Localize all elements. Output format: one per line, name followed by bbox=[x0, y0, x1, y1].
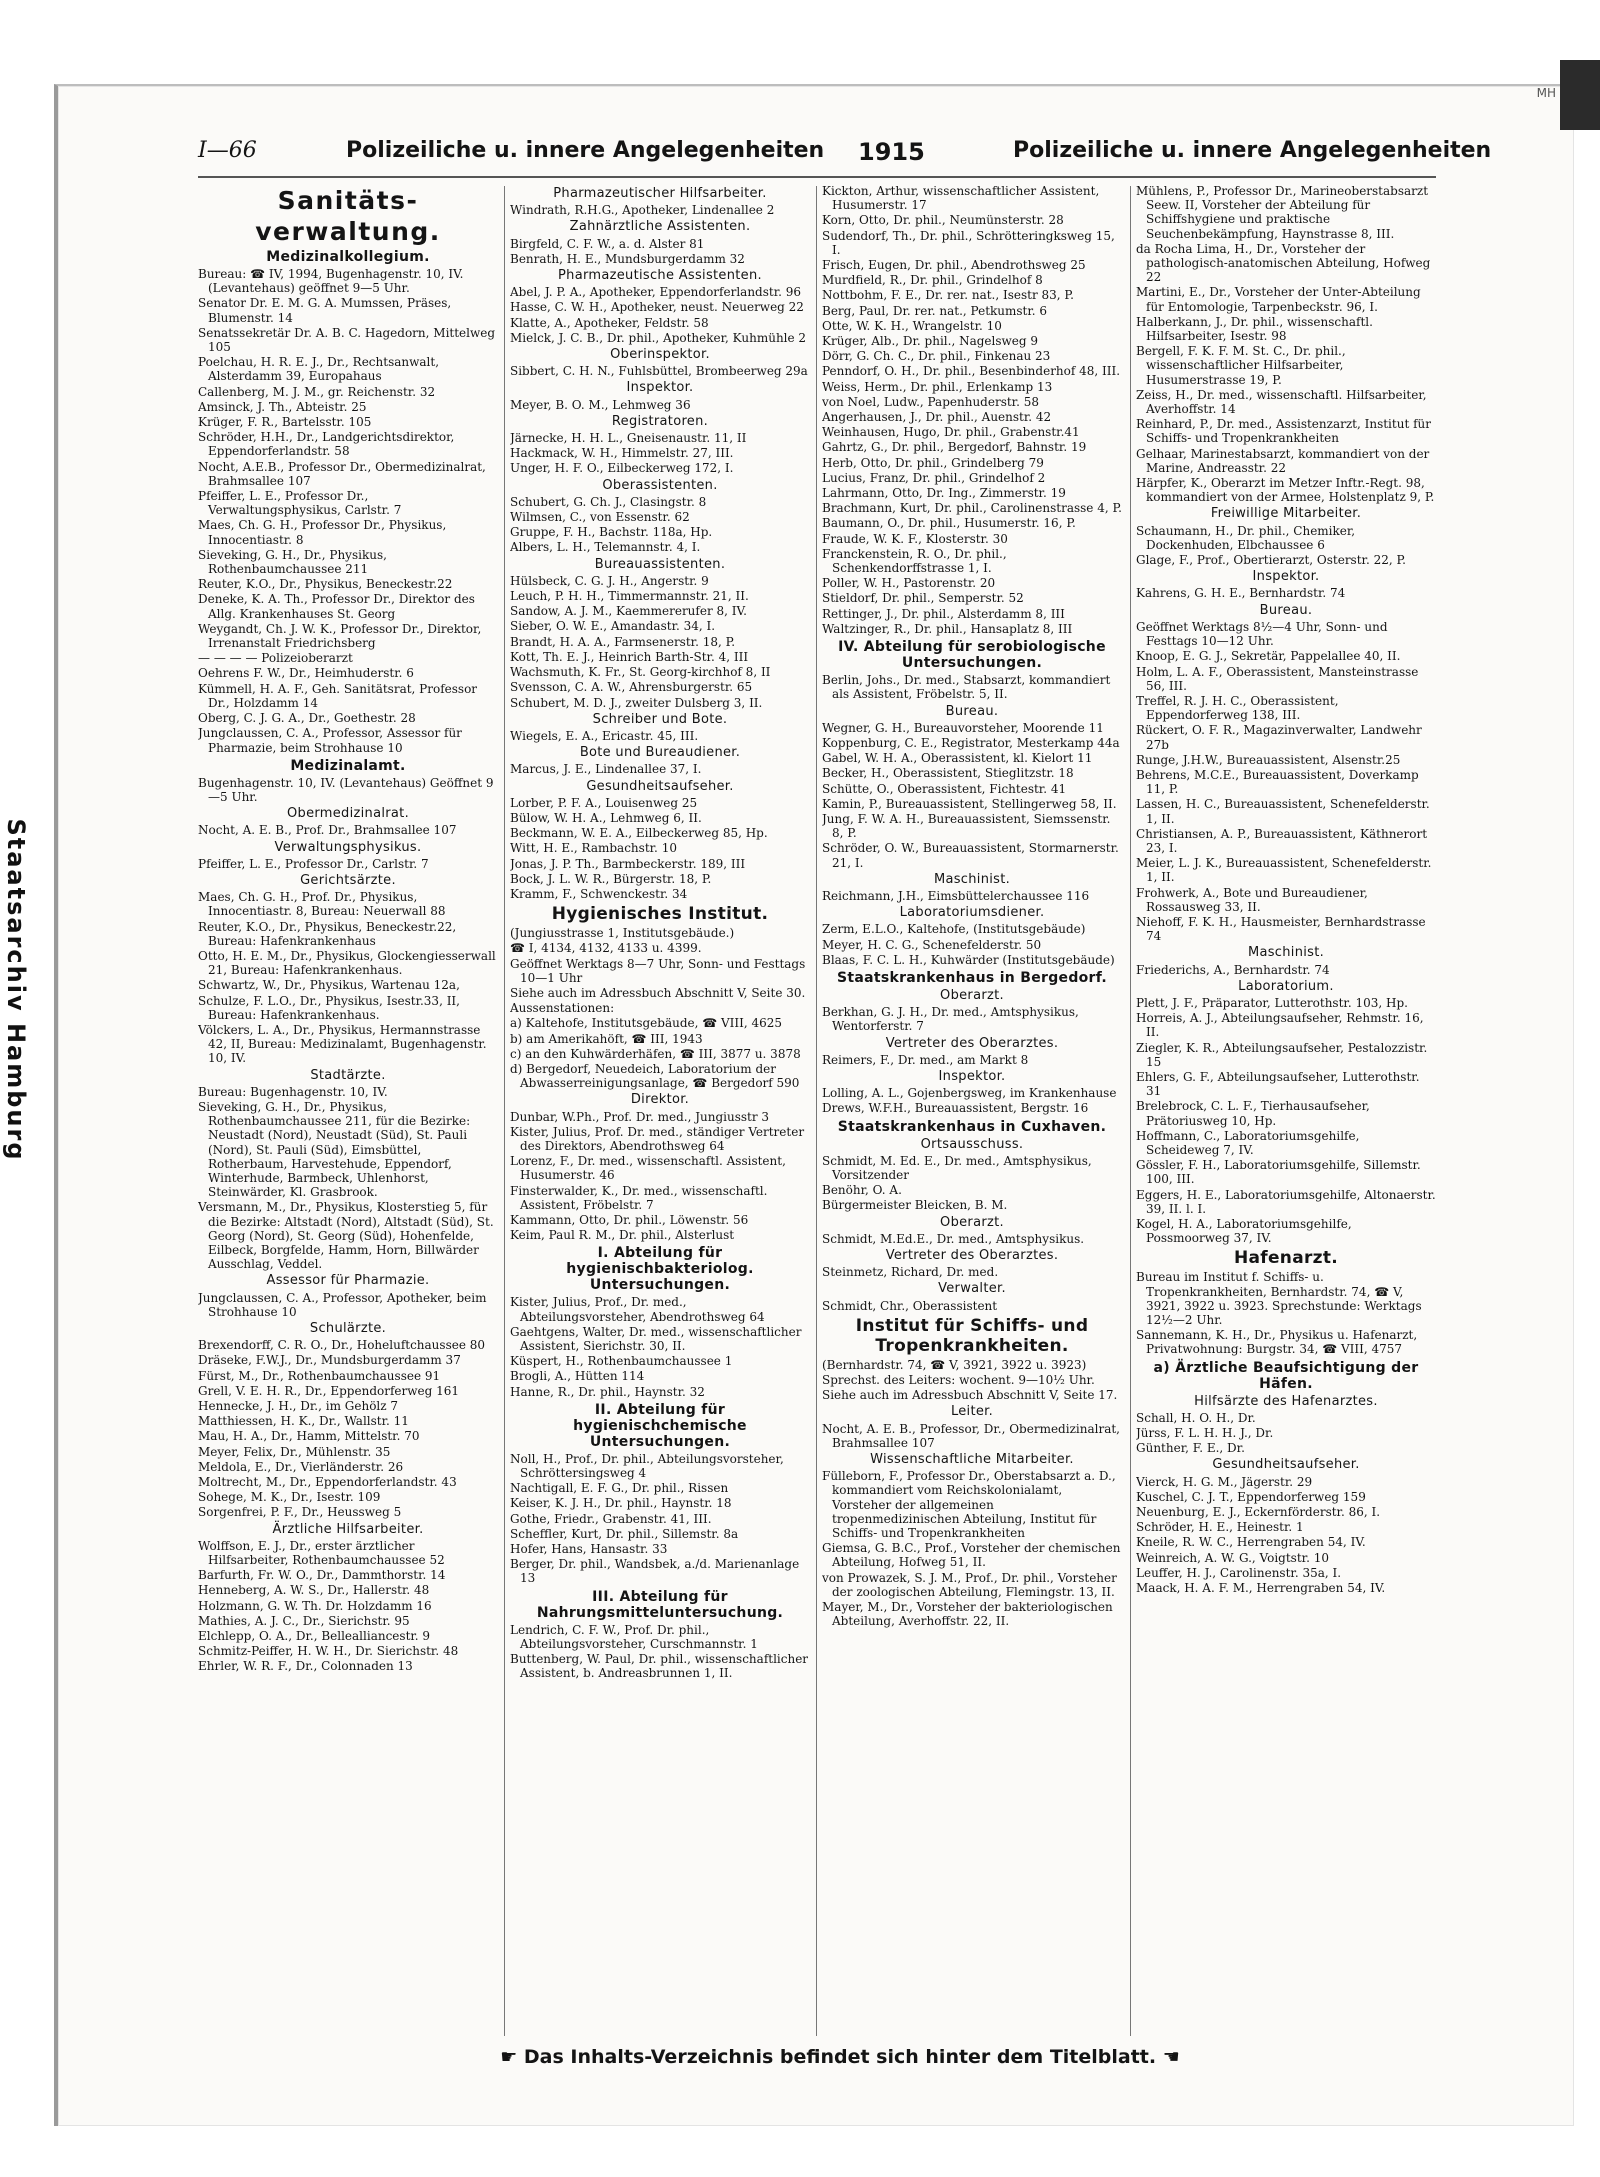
directory-entry: Penndorf, O. H., Dr. phil., Besenbinderhof 48, III. bbox=[822, 364, 1121, 379]
directory-entry: c) an den Kuhwärderhäfen, ☎ III, 3877 u. 3878 bbox=[510, 1046, 801, 1061]
directory-entry: Berger, Dr. phil., Wandsbek, a./d. Marienanlage 13 bbox=[510, 1557, 800, 1586]
directory-entry: Brandt, H. A. A., Farmsenerstr. 18, P. bbox=[510, 634, 736, 649]
directory-entry: Sieveking, G. H., Dr., Physikus, Rothenbaumchaussee 211 bbox=[198, 547, 387, 577]
directory-entry: Bürgermeister Bleicken, B. M. bbox=[822, 1198, 1008, 1213]
directory-entry: Kuschel, C. J. T., Eppendorferweg 159 bbox=[1136, 1489, 1366, 1504]
section-heading: Zahnärztliche Assistenten. bbox=[569, 219, 751, 235]
directory-entry: Kickton, Arthur, wissenschaftlicher Assistent, Husumerstr. 17 bbox=[822, 184, 1100, 213]
directory-entry: Gahrtz, G., Dr. phil., Bergedorf, Bahnstr. 19 bbox=[822, 440, 1087, 455]
directory-entry: Niehoff, F. K. H., Hausmeister, Bernhardstrasse 74 bbox=[1136, 914, 1426, 944]
directory-entry: Maes, Ch. G. H., Prof. Dr., Physikus, Innocentiastr. 8, Bureau: Neuerwall 88 bbox=[198, 890, 446, 919]
directory-entry: Nocht, A. E. B., Prof. Dr., Brahmsallee 107 bbox=[198, 823, 457, 838]
section-heading: Hygienisches Institut. bbox=[551, 904, 769, 925]
section-heading: Bote und Bureaudiener. bbox=[579, 745, 741, 761]
section-heading: Gesundheitsaufseher. bbox=[586, 778, 734, 794]
directory-entry: Murdfield, R., Dr. phil., Grindelhof 8 bbox=[822, 273, 1043, 288]
directory-entry: Meyer, H. C. G., Schenefelderstr. 50 bbox=[822, 937, 1042, 952]
text-columns bbox=[198, 184, 1436, 2044]
directory-entry: Keim, Paul R. M., Dr. phil., Alsterlust bbox=[510, 1228, 735, 1243]
directory-entry: Frisch, Eugen, Dr. phil., Abendrothsweg 25 bbox=[822, 258, 1086, 273]
directory-entry: Sandow, A. J. M., Kaemmererufer 8, IV. bbox=[510, 604, 747, 619]
directory-entry: Unger, H. F. O., Eilbeckerweg 172, I. bbox=[510, 461, 734, 476]
directory-entry: Klatte, A., Apotheker, Feldstr. 58 bbox=[510, 315, 709, 330]
directory-entry: Benöhr, O. A. bbox=[822, 1183, 902, 1198]
directory-entry: Holzmann, G. W. Th. Dr. Holzdamm 16 bbox=[198, 1598, 432, 1613]
directory-entry: Reichmann, J.H., Eimsbüttelerchaussee 116 bbox=[822, 888, 1090, 903]
directory-entry: Berg, Paul, Dr. rer. nat., Petkumstr. 6 bbox=[822, 303, 1048, 318]
section-heading: Leiter. bbox=[950, 1404, 994, 1420]
directory-entry: Baumann, O., Dr. phil., Husumerstr. 16, P. bbox=[822, 516, 1076, 531]
directory-entry: Senatssekretär Dr. A. B. C. Hagedorn, Mittelweg 105 bbox=[198, 325, 496, 355]
directory-entry: Wachsmuth, K. Fr., St. Georg-kirchhof 8, II bbox=[510, 665, 771, 680]
directory-entry: Hanne, R., Dr. phil., Haynstr. 32 bbox=[510, 1384, 705, 1399]
section-heading: I. Abteilung für hygienischbakteriolog. Untersuchungen. bbox=[566, 1245, 754, 1294]
directory-entry: Berkhan, G. J. H., Dr. med., Amtsphysikus, Wentorferstr. 7 bbox=[822, 1005, 1079, 1034]
section-heading: Oberinspektor. bbox=[610, 347, 710, 363]
directory-entry: Kneile, R. W. C., Herrengraben 54, IV. bbox=[1136, 1535, 1366, 1550]
directory-entry: Reimers, F., Dr. med., am Markt 8 bbox=[822, 1052, 1029, 1067]
directory-entry: von Prowazek, S. J. M., Prof., Dr. phil., Vorsteher der zoologischen Abteilung, Flemingstr. 13, II. bbox=[822, 1570, 1117, 1599]
archive-label: Staatsarchiv Hamburg bbox=[2, 818, 30, 1162]
header-rule bbox=[198, 176, 1436, 178]
directory-entry: Pfeiffer, L. E., Professor Dr., Carlstr. 7 bbox=[198, 856, 429, 871]
directory-entry: Oehrens F. W., Dr., Heimhuderstr. 6 bbox=[198, 666, 414, 681]
directory-entry: Treffel, R. J. H. C., Oberassistent, Eppendorferweg 138, III. bbox=[1136, 693, 1339, 723]
directory-entry: Lassen, H. C., Bureauassistent, Schenefelderstr. 1, II. bbox=[1136, 797, 1430, 826]
directory-entry: Weinhausen, Hugo, Dr. phil., Grabenstr.41 bbox=[822, 425, 1080, 440]
directory-entry: — — — — Polizeioberarzt bbox=[198, 651, 353, 666]
directory-entry: Jungclaussen, C. A., Professor, Apotheker, beim Strohhause 10 bbox=[198, 1290, 487, 1319]
directory-entry: Koppenburg, C. E., Registrator, Mesterkamp 44a bbox=[822, 735, 1120, 750]
directory-entry: Drews, W.F.H., Bureauassistent, Bergstr. 16 bbox=[822, 1101, 1089, 1116]
section-heading: Ortsausschuss. bbox=[920, 1136, 1024, 1152]
directory-entry: Bureau: Bugenhagenstr. 10, IV. bbox=[198, 1084, 388, 1099]
directory-entry: Kammann, Otto, Dr. phil., Löwenstr. 56 bbox=[510, 1213, 749, 1227]
directory-entry: Schaumann, H., Dr. phil., Chemiker, Dockenhuden, Elbchaussee 6 bbox=[1136, 523, 1356, 552]
directory-entry: Korn, Otto, Dr. phil., Neumünsterstr. 28 bbox=[822, 213, 1064, 228]
directory-entry: Siehe auch im Adressbuch Abschnitt V, Seite 30. bbox=[510, 985, 806, 1000]
directory-entry: Mathies, A. J. C., Dr., Sierichstr. 95 bbox=[198, 1613, 410, 1628]
directory-entry: Maack, H. A. F. M., Herrengraben 54, IV. bbox=[1136, 1581, 1386, 1596]
section-heading: Laboratoriumsdiener. bbox=[899, 905, 1045, 921]
section-heading: Gerichtsärzte. bbox=[300, 872, 396, 888]
directory-entry: Wolffson, E. J., Dr., erster ärztlicher Hilfsarbeiter, Rothenbaumchaussee 52 bbox=[198, 1538, 445, 1568]
directory-entry: Martini, E., Dr., Vorsteher der Unter-Abteilung für Entomologie, Tarpenbeckstr. 96, I. bbox=[1136, 285, 1421, 314]
column-4 bbox=[1136, 184, 1436, 2044]
directory-entry: Jungclaussen, C. A., Professor, Assessor für Pharmazie, beim Strohhause 10 bbox=[198, 726, 462, 755]
directory-entry: Völckers, L. A., Dr., Physikus, Hermannstrasse 42, II, Bureau: Medizinalamt, Bugenhagenstr. 10, IV. bbox=[198, 1022, 487, 1066]
directory-entry: Brelebrock, C. L. F., Tierhausaufseher, Prätoriusweg 10, Hp. bbox=[1136, 1099, 1370, 1128]
section-heading: Schreiber und Bote. bbox=[592, 711, 728, 727]
column-1 bbox=[198, 184, 498, 2044]
directory-entry: Jonas, J. P. Th., Barmbeckerstr. 189, III bbox=[510, 856, 746, 871]
directory-entry: Fürst, M., Dr., Rothenbaumchaussee 91 bbox=[198, 1368, 441, 1383]
section-heading: Verwalter. bbox=[938, 1281, 1006, 1297]
directory-entry: Aussenstationen: bbox=[510, 1001, 615, 1016]
section-heading: Staatskrankenhaus in Bergedorf. bbox=[836, 969, 1108, 986]
section-heading: Laboratorium. bbox=[1238, 978, 1334, 994]
directory-entry: Kümmell, H. A. F., Geh. Sanitätsrat, Professor Dr., Holzdamm 14 bbox=[198, 681, 478, 710]
directory-entry: Schröder, H. E., Heinestr. 1 bbox=[1136, 1520, 1304, 1535]
section-heading: Oberarzt. bbox=[940, 987, 1004, 1003]
directory-entry: Järnecke, H. H. L., Gneisenaustr. 11, II bbox=[510, 431, 747, 446]
directory-entry: Sieber, O. W. E., Amandastr. 34, I. bbox=[510, 619, 716, 634]
directory-entry: Oberg, C. J. G. A., Dr., Goethestr. 28 bbox=[198, 711, 416, 726]
directory-entry: (Jungiusstrasse 1, Institutsgebäude.) bbox=[510, 926, 735, 941]
section-heading: Bureau. bbox=[945, 703, 999, 719]
section-heading: Oberassistenten. bbox=[602, 477, 718, 493]
directory-entry: Schröder, O. W., Bureauassistent, Stormarnerstr. 21, I. bbox=[822, 841, 1119, 870]
corner-mark bbox=[1560, 60, 1600, 130]
directory-entry: Schmidt, Chr., Oberassistent bbox=[822, 1298, 998, 1313]
directory-entry: Behrens, M.C.E., Bureauassistent, Doverkamp 11, P. bbox=[1136, 767, 1419, 797]
directory-entry: Geöffnet Werktags 8—7 Uhr, Sonn- und Festtags 10—1 Uhr bbox=[510, 956, 806, 985]
running-header bbox=[198, 138, 1492, 174]
directory-entry: Nachtigall, E. F. G., Dr. phil., Rissen bbox=[510, 1481, 729, 1496]
directory-entry: Leuffer, H. J., Carolinenstr. 35a, I. bbox=[1136, 1565, 1342, 1580]
directory-entry: Sudendorf, Th., Dr. phil., Schrötteringksweg 15, I. bbox=[822, 228, 1115, 257]
directory-entry: Barfurth, Fr. W. O., Dr., Dammthorstr. 14 bbox=[198, 1568, 446, 1583]
directory-entry: Gössler, F. H., Laboratoriumsgehilfe, Sillemstr. 100, III. bbox=[1136, 1158, 1421, 1187]
directory-entry: Sieveking, G. H., Dr., Physikus, Rothenbaumchaussee 211, für die Bezirke: Neustadt (Nord), Neustadt (Süd), St. Pauli (Nord), St. Pauli (Süd), Eimsbüttel, Rotherbaum, Harvestehude, Eppendorf, Winterhude, Barmbeck, Uhlenhorst, Steinwärder, Kl. Grasbrook. bbox=[198, 1099, 471, 1200]
directory-entry: Birgfeld, C. F. W., a. d. Alster 81 bbox=[510, 236, 705, 251]
page-number: I—66 bbox=[198, 138, 257, 163]
section-heading: III. Abteilung für Nahrungsmitteluntersuchung. bbox=[536, 1588, 784, 1621]
directory-entry: Lendrich, C. F. W., Prof. Dr. phil., Abteilungsvorsteher, Curschmannstr. 1 bbox=[510, 1622, 758, 1651]
directory-entry: Meldola, E., Dr., Vierländerstr. 26 bbox=[198, 1459, 404, 1474]
directory-entry: Bülow, W. H. A., Lehmweg 6, II. bbox=[510, 810, 702, 825]
directory-entry: Versmann, M., Dr., Physikus, Klosterstieg 5, für die Bezirke: Altstadt (Nord), Altstadt (Süd), St. Georg (Nord), St. Georg (Süd), Hohenfelde, Eilbeck, Borgfelde, Hamm, Horn, Billwärder Ausschlag, Veddel. bbox=[198, 1200, 494, 1272]
section-heading: Bureauassistenten. bbox=[594, 556, 726, 572]
directory-entry: Dörr, G. Ch. C., Dr. phil., Finkenau 23 bbox=[822, 349, 1051, 364]
section-heading: Vertreter des Oberarztes. bbox=[885, 1035, 1059, 1051]
directory-entry: Kott, Th. E. J., Heinrich Barth-Str. 4, III bbox=[510, 649, 749, 664]
section-heading: Vertreter des Oberarztes. bbox=[885, 1248, 1059, 1263]
directory-entry: Noll, H., Prof., Dr. phil., Abteilungsvorsteher, Schröttersingsweg 4 bbox=[510, 1451, 784, 1481]
directory-entry: Brexendorff, C. R. O., Dr., Hoheluftchaussee 80 bbox=[198, 1338, 486, 1353]
section-heading: Hilfsärzte des Hafenarztes. bbox=[1194, 1393, 1378, 1409]
directory-entry: Berlin, Johs., Dr. med., Stabsarzt, kommandiert als Assistent, Fröbelstr. 5, II. bbox=[822, 673, 1111, 702]
directory-entry: Hennecke, J. H., Dr., im Gehölz 7 bbox=[198, 1399, 399, 1414]
directory-entry: Kahrens, G. H. E., Bernhardstr. 74 bbox=[1136, 586, 1346, 601]
directory-entry: Deneke, K. A. Th., Professor Dr., Direktor des Allg. Krankenhauses St. Georg bbox=[198, 592, 475, 621]
section-heading: Pharmazeutischer Hilfsarbeiter. bbox=[553, 186, 767, 201]
directory-entry: Gaehtgens, Walter, Dr. med., wissenschaftlicher Assistent, Sierichstr. 30, II. bbox=[510, 1324, 802, 1354]
section-heading: Bureau. bbox=[1259, 602, 1313, 618]
directory-entry: Hackmack, W. H., Himmelstr. 27, III. bbox=[510, 446, 734, 461]
directory-entry: Hoffmann, C., Laboratoriumsgehilfe, Scheideweg 7, IV. bbox=[1136, 1128, 1360, 1157]
section-heading: Freiwillige Mitarbeiter. bbox=[1210, 506, 1362, 522]
section-heading: II. Abteilung für hygienischchemische Untersuchungen. bbox=[573, 1401, 747, 1450]
directory-entry: Kister, Julius, Prof. Dr. med., ständiger Vertreter des Direktors, Abendrothsweg 64 bbox=[510, 1124, 805, 1153]
directory-entry: Neuenburg, E. J., Eckernförderstr. 86, I. bbox=[1136, 1505, 1381, 1520]
footer-note: ☛ Das Inhalts-Verzeichnis befindet sich hinter dem Titelblatt. ☚ bbox=[500, 2046, 1180, 2068]
directory-entry: Glage, F., Prof., Obertierarzt, Osterstr. 22, P. bbox=[1136, 553, 1406, 568]
section-heading: verwaltung. bbox=[255, 217, 441, 246]
directory-entry: Mau, H. A., Dr., Hamm, Mittelstr. 70 bbox=[198, 1429, 420, 1444]
directory-entry: d) Bergedorf, Neuedeich, Laboratorium der Abwasserreinigungsanlage, ☎ Bergedorf 590 bbox=[510, 1061, 800, 1091]
directory-entry: Giemsa, G. B.C., Prof., Vorsteher der chemischen Abteilung, Hofweg 51, II. bbox=[822, 1541, 1121, 1570]
directory-entry: Fraude, W. K. F., Klosterstr. 30 bbox=[822, 531, 1008, 546]
directory-entry: Rückert, O. F. R., Magazinverwalter, Landwehr 27b bbox=[1136, 723, 1422, 752]
directory-entry: (Bernhardstr. 74, ☎ V, 3921, 3922 u. 3923) bbox=[822, 1357, 1087, 1372]
directory-entry: Gabel, W. H. A., Oberassistent, kl. Kielort 11 bbox=[822, 751, 1093, 766]
section-heading: Registratoren. bbox=[611, 413, 709, 429]
section-heading: Inspektor. bbox=[938, 1068, 1006, 1084]
directory-entry: Sibbert, C. H. N., Fuhlsbüttel, Brombeerweg 29a bbox=[510, 364, 808, 379]
directory-entry: Lahrmann, Otto, Dr. Ing., Zimmerstr. 19 bbox=[822, 486, 1066, 501]
directory-entry: Dräseke, F.W.J., Dr., Mundsburgerdamm 37 bbox=[198, 1353, 461, 1368]
directory-entry: Nocht, A.E.B., Professor Dr., Obermedizinalrat, Brahmsallee 107 bbox=[198, 459, 486, 488]
directory-entry: Plett, J. F., Präparator, Lutterothstr. 103, Hp. bbox=[1136, 995, 1408, 1010]
directory-entry: Beckmann, W. E. A., Eilbeckerweg 85, Hp. bbox=[510, 826, 768, 841]
directory-entry: Sprechst. des Leiters: wochent. 9—10½ Uhr. bbox=[822, 1373, 1095, 1388]
directory-entry: Witt, H. E., Rambachstr. 10 bbox=[510, 841, 677, 856]
directory-entry: Gothe, Friedr., Grabenstr. 41, III. bbox=[510, 1511, 712, 1526]
section-heading: Direktor. bbox=[630, 1092, 690, 1108]
directory-entry: Dunbar, W.Ph., Prof. Dr. med., Jungiusstr 3 bbox=[510, 1109, 770, 1124]
section-heading: Maschinist. bbox=[1247, 945, 1325, 961]
directory-entry: b) am Amerikahöft, ☎ III, 1943 bbox=[510, 1031, 703, 1046]
directory-entry: Ziegler, K. R., Abteilungsaufseher, Pestalozzistr. 15 bbox=[1136, 1040, 1428, 1069]
directory-entry: Vierck, H. G. M., Jägerstr. 29 bbox=[1136, 1474, 1313, 1489]
directory-entry: Hofer, Hans, Hansastr. 33 bbox=[510, 1542, 668, 1557]
directory-entry: Jung, F. W. A. H., Bureauassistent, Siemssenstr. 8, P. bbox=[822, 811, 1111, 841]
directory-entry: Reuter, K.O., Dr., Physikus, Beneckestr.22 bbox=[198, 577, 453, 592]
directory-entry: Schmidt, M. Ed. E., Dr. med., Amtsphysikus, Vorsitzender bbox=[822, 1153, 1092, 1182]
section-heading: Medizinalamt. bbox=[290, 757, 406, 774]
directory-entry: Ehlers, G. F., Abteilungsaufseher, Lutterothstr. 31 bbox=[1136, 1069, 1420, 1099]
directory-entry: Mayer, M., Dr., Vorsteher der bakteriologischen Abteilung, Averhoffstr. 22, II. bbox=[822, 1600, 1113, 1629]
section-heading: Wissenschaftliche Mitarbeiter. bbox=[870, 1452, 1074, 1468]
directory-entry: Stieldorf, Dr. phil., Semperstr. 52 bbox=[822, 591, 1024, 606]
directory-entry: Kister, Julius, Prof., Dr. med., Abteilungsvorsteher, Abendrothsweg 64 bbox=[510, 1295, 765, 1324]
section-heading: Inspektor. bbox=[626, 380, 694, 396]
directory-entry: Weygandt, Ch. J. W. K., Professor Dr., Direktor, Irrenanstalt Friedrichsberg bbox=[198, 621, 482, 651]
directory-entry: Ehrler, W. R. F., Dr., Colonnaden 13 bbox=[198, 1659, 413, 1674]
directory-entry: Gruppe, F. H., Bachstr. 118a, Hp. bbox=[510, 525, 713, 540]
directory-entry: Angerhausen, J., Dr. phil., Auenstr. 42 bbox=[822, 410, 1052, 425]
directory-entry: Kramm, F., Schwenckestr. 34 bbox=[510, 886, 688, 901]
directory-entry: Brachmann, Kurt, Dr. phil., Carolinenstrasse 4, P. bbox=[822, 501, 1122, 516]
directory-entry: Siehe auch im Adressbuch Abschnitt V, Seite 17. bbox=[822, 1388, 1118, 1403]
directory-entry: a) Kaltehofe, Institutsgebäude, ☎ VIII, 4625 bbox=[510, 1016, 783, 1031]
directory-entry: Rettinger, J., Dr. phil., Alsterdamm 8, III bbox=[822, 606, 1065, 621]
directory-entry: Bock, J. L. W. R., Bürgerstr. 18, P. bbox=[510, 871, 712, 886]
directory-entry: Herb, Otto, Dr. phil., Grindelberg 79 bbox=[822, 455, 1044, 470]
header-year: 1915 bbox=[858, 138, 925, 166]
directory-entry: Keiser, K. J. H., Dr. phil., Haynstr. 18 bbox=[510, 1496, 732, 1511]
section-heading: Ärztliche Hilfsarbeiter. bbox=[272, 1521, 424, 1537]
directory-entry: Knoop, E. G. J., Sekretär, Pappelallee 40, II. bbox=[1136, 649, 1401, 664]
directory-entry: Schwartz, W., Dr., Physikus, Wartenau 12a, bbox=[198, 978, 460, 993]
directory-entry: da Rocha Lima, H., Dr., Vorsteher der pathologisch-anatomischen Abteilung, Hofweg 22 bbox=[1136, 241, 1431, 285]
directory-entry: Horreis, A. J., Abteilungsaufseher, Rehmstr. 16, II. bbox=[1136, 1011, 1424, 1040]
directory-entry: Pfeiffer, L. E., Professor Dr., Verwaltungsphysikus, Carlstr. 7 bbox=[198, 489, 402, 518]
directory-entry: Elchlepp, O. A., Dr., Bellealliancestr. 9 bbox=[198, 1629, 431, 1644]
directory-entry: Runge, J.H.W., Bureauassistent, Alsenstr.25 bbox=[1136, 752, 1401, 767]
section-heading: Gesundheitsaufseher. bbox=[1212, 1457, 1360, 1473]
directory-entry: Franckenstein, R. O., Dr. phil., Schenkendorffstrasse 1, I. bbox=[822, 546, 1007, 576]
directory-entry: Lolling, A. L., Gojenbergsweg, im Krankenhause bbox=[822, 1086, 1117, 1101]
section-heading: Pharmazeutische Assistenten. bbox=[558, 268, 762, 284]
directory-entry: Otto, H. E. M., Dr., Physikus, Glockengiesserwall 21, Bureau: Hafenkrankenhaus. bbox=[198, 948, 496, 978]
directory-entry: Windrath, R.H.G., Apotheker, Lindenallee 2 bbox=[510, 203, 775, 218]
directory-entry: Lucius, Franz, Dr. phil., Grindelhof 2 bbox=[822, 470, 1046, 485]
directory-entry: Marcus, J. E., Lindenallee 37, I. bbox=[510, 762, 702, 777]
directory-entry: Wilmsen, C., von Essenstr. 62 bbox=[510, 510, 690, 525]
directory-entry: Meyer, Felix, Dr., Mühlenstr. 35 bbox=[198, 1444, 391, 1459]
directory-entry: Nocht, A. E. B., Professor, Dr., Obermedizinalrat, Brahmsallee 107 bbox=[822, 1421, 1120, 1450]
directory-entry: Abel, J. P. A., Apotheker, Eppendorferlandstr. 96 bbox=[510, 285, 802, 300]
section-heading: Staatskrankenhaus in Cuxhaven. bbox=[837, 1118, 1107, 1135]
section-heading: Stadtärzte. bbox=[310, 1067, 386, 1083]
directory-entry: Moltrecht, M., Dr., Eppendorferlandstr. 43 bbox=[198, 1475, 457, 1490]
section-heading: Maschinist. bbox=[933, 871, 1011, 887]
directory-entry: Geöffnet Werktags 8½—4 Uhr, Sonn- und Festtags 10—12 Uhr. bbox=[1136, 619, 1388, 649]
directory-entry: Svensson, C. A. W., Ahrensburgerstr. 65 bbox=[510, 680, 753, 695]
directory-entry: Sorgenfrei, P. F., Dr., Heussweg 5 bbox=[198, 1505, 402, 1520]
directory-entry: Grell, V. E. H. R., Dr., Eppendorferweg 161 bbox=[198, 1383, 460, 1398]
section-heading: Oberarzt. bbox=[940, 1214, 1004, 1230]
directory-entry: Waltzinger, R., Dr. phil., Hansaplatz 8, III bbox=[822, 621, 1073, 636]
section-heading: Institut für Schiffs- und Tropenkrankheiten. bbox=[855, 1315, 1089, 1356]
directory-entry: Mielck, J. C. B., Dr. phil., Apotheker, Kuhmühle 2 bbox=[510, 330, 807, 345]
directory-entry: Halberkann, J., Dr. phil., wissenschaftl. Hilfsarbeiter, Isestr. 98 bbox=[1136, 314, 1373, 344]
directory-entry: Gelhaar, Marinestabsarzt, kommandiert von der Marine, Andreasstr. 22 bbox=[1136, 446, 1430, 475]
directory-entry: Blaas, F. C. L. H., Kuhwärder (Institutsgebäude) bbox=[822, 952, 1115, 967]
directory-entry: Lorber, P. F. A., Louisenweg 25 bbox=[510, 795, 698, 810]
directory-entry: Callenberg, M. J. M., gr. Reichenstr. 32 bbox=[198, 384, 436, 399]
directory-entry: Albers, L. H., Telemannstr. 4, I. bbox=[510, 540, 701, 555]
directory-entry: Lorenz, F., Dr. med., wissenschaftl. Assistent, Husumerstr. 46 bbox=[510, 1154, 786, 1183]
directory-entry: Hülsbeck, C. G. J. H., Angerstr. 9 bbox=[510, 573, 709, 588]
directory-entry: Henneberg, A. W. S., Dr., Hallerstr. 48 bbox=[198, 1583, 430, 1598]
section-heading: Obermedizinalrat. bbox=[286, 806, 410, 822]
section-heading: Assessor für Pharmazie. bbox=[266, 1273, 430, 1289]
directory-entry: Benrath, H. E., Mundsburgerdamm 32 bbox=[510, 251, 745, 266]
directory-entry: Schütte, O., Oberassistent, Fichtestr. 41 bbox=[822, 781, 1067, 796]
directory-entry: Zerm, E.L.O., Kaltehofe, (Institutsgebäude) bbox=[822, 922, 1086, 937]
directory-entry: Frohwerk, A., Bote und Bureaudiener, Rossausweg 33, II. bbox=[1136, 885, 1368, 914]
directory-entry: Holm, L. A. F., Oberassistent, Mansteinstrasse 56, III. bbox=[1136, 664, 1419, 693]
directory-entry: Meier, L. J. K., Bureauassistent, Schenefelderstr. 1, II. bbox=[1136, 856, 1432, 885]
header-right-title: Polizeiliche u. innere Angelegenheiten bbox=[1013, 138, 1492, 163]
directory-entry: Poller, W. H., Pastorenstr. 20 bbox=[822, 576, 996, 591]
directory-entry: Becker, H., Oberassistent, Stieglitzstr. 18 bbox=[822, 766, 1074, 781]
directory-entry: Fülleborn, F., Professor Dr., Oberstabsarzt a. D., kommandiert vom Reichskolonialamt, Vorsteher der allgemeinen tropenmedizinischen Abteilung, Institut für Schiffs- und Tropenkrankheiten bbox=[822, 1469, 1116, 1541]
directory-entry: Bugenhagenstr. 10, IV. (Levantehaus) Geöffnet 9—5 Uhr. bbox=[198, 775, 494, 804]
section-heading: Medizinalkollegium. bbox=[266, 249, 430, 265]
directory-entry: Zeiss, H., Dr. med., wissenschaftl. Hilfsarbeiter, Averhoffstr. 14 bbox=[1136, 387, 1427, 417]
directory-entry: Bergell, F. K. F. M. St. C., Dr. phil., wissenschaftlicher Hilfsarbeiter, Husumerstrasse 19, P. bbox=[1136, 344, 1346, 387]
directory-entry: Schubert, M. D. J., zweiter Dulsberg 3, II. bbox=[510, 695, 763, 710]
directory-entry: Maes, Ch. G. H., Professor Dr., Physikus, Innocentiastr. 8 bbox=[198, 518, 447, 547]
directory-entry: Wegner, G. H., Bureauvorsteher, Moorende 11 bbox=[822, 720, 1104, 735]
directory-entry: Finsterwalder, K., Dr. med., wissenschaftl. Assistent, Fröbelstr. 7 bbox=[510, 1183, 768, 1212]
directory-entry: Weiss, Herm., Dr. phil., Erlenkamp 13 bbox=[822, 379, 1053, 394]
directory-entry: Poelchau, H. R. E. J., Dr., Rechtsanwalt, Alsterdamm 39, Europahaus bbox=[198, 355, 440, 384]
directory-entry: Schmidt, M.Ed.E., Dr. med., Amtsphysikus. bbox=[822, 1231, 1085, 1246]
directory-entry: Matthiessen, H. K., Dr., Wallstr. 11 bbox=[198, 1414, 409, 1429]
directory-entry: Amsinck, J. Th., Abteistr. 25 bbox=[198, 399, 367, 414]
directory-entry: Mühlens, P., Professor Dr., Marineoberstabsarzt Seew. II, Vorsteher der Abteilung für Schiffshygiene und praktische Seuchenbekämpfung, Haynstrasse 8, III. bbox=[1136, 184, 1429, 241]
directory-entry: Christiansen, A. P., Bureauassistent, Käthnerort 23, I. bbox=[1136, 826, 1428, 855]
directory-entry: Krüger, F. R., Bartelsstr. 105 bbox=[198, 415, 372, 430]
directory-entry: Reinhard, P., Dr. med., Assistenzarzt, Institut für Schiffs- und Tropenkrankheiten bbox=[1136, 417, 1431, 446]
directory-entry: Senator Dr. E. M. G. A. Mumssen, Präses, Blumenstr. 14 bbox=[198, 296, 452, 325]
directory-entry: Brogli, A., Hütten 114 bbox=[510, 1369, 645, 1384]
directory-entry: ☎ I, 4134, 4132, 4133 u. 4399. bbox=[510, 941, 702, 956]
directory-entry: von Noel, Ludw., Papenhuderstr. 58 bbox=[822, 394, 1039, 409]
directory-entry: Schubert, G. Ch. J., Clasingstr. 8 bbox=[510, 494, 707, 509]
directory-entry: Weinreich, A. W. G., Voigtstr. 10 bbox=[1136, 1550, 1329, 1565]
directory-entry: Küspert, H., Rothenbaumchaussee 1 bbox=[510, 1354, 733, 1369]
directory-entry: Sannemann, K. H., Dr., Physikus u. Hafenarzt, Privatwohnung: Burgstr. 34, ☎ VIII, 4757 bbox=[1136, 1328, 1418, 1357]
section-heading: Inspektor. bbox=[1252, 569, 1320, 585]
directory-entry: Schröder, H.H., Dr., Landgerichtsdirektor, Eppendorferlandstr. 58 bbox=[198, 430, 455, 459]
section-heading: Sanitäts- bbox=[277, 186, 419, 215]
directory-entry: Nottbohm, F. E., Dr. rer. nat., Isestr 83, P. bbox=[822, 288, 1074, 303]
section-heading: Hafenarzt. bbox=[1233, 1248, 1339, 1269]
column-3 bbox=[822, 184, 1122, 2044]
directory-entry: Härpfer, K., Oberarzt im Metzer Inftr.-Regt. 98, kommandiert von der Armee, Holstenplatz 9, P. bbox=[1136, 476, 1435, 505]
directory-entry: Bureau: ☎ IV, 1994, Bugenhagenstr. 10, IV. (Levantehaus) geöffnet 9—5 Uhr. bbox=[198, 267, 464, 296]
directory-entry: Schulze, F. L.O., Dr., Physikus, Isestr.33, II, Bureau: Hafenkrankenhaus. bbox=[198, 993, 460, 1022]
directory-entry: Wiegels, E. A., Ericastr. 45, III. bbox=[510, 728, 699, 743]
directory-entry: Leuch, P. H. H., Timmermannstr. 21, II. bbox=[510, 589, 749, 604]
directory-entry: Eggers, H. E., Laboratoriumsgehilfe, Altonaerstr. 39, II. l. I. bbox=[1136, 1187, 1436, 1216]
directory-entry: Scheffler, Kurt, Dr. phil., Sillemstr. 8a bbox=[510, 1526, 739, 1541]
directory-entry: Jürss, F. L. H. H. J., Dr. bbox=[1136, 1426, 1274, 1441]
directory-entry: Friederichs, A., Bernhardstr. 74 bbox=[1136, 962, 1330, 977]
header-left-title: Polizeiliche u. innere Angelegenheiten bbox=[346, 138, 825, 163]
directory-entry: Kamin, P., Bureauassistent, Stellingerweg 58, II. bbox=[822, 796, 1117, 811]
column-2 bbox=[510, 184, 810, 2044]
directory-entry: Sohege, M. K., Dr., Isestr. 109 bbox=[198, 1490, 381, 1505]
directory-entry: Hasse, C. W. H., Apotheker, neust. Neuerweg 22 bbox=[510, 300, 804, 315]
directory-entry: Bureau im Institut f. Schiffs- u. Tropenkrankheiten, Bernhardstr. 74, ☎ V, 3921, 3922 u. 3923. Sprechstunde: Werktags 12½—2 Uhr. bbox=[1136, 1270, 1422, 1328]
corner-text: MH bbox=[1536, 86, 1556, 100]
section-heading: IV. Abteilung für serobiologische Untersuchungen. bbox=[838, 639, 1106, 672]
directory-entry: Günther, F. E., Dr. bbox=[1136, 1441, 1245, 1456]
directory-entry: Otte, W. K. H., Wrangelstr. 10 bbox=[822, 318, 1002, 333]
directory-entry: Reuter, K.O., Dr., Physikus, Beneckestr.22, Bureau: Hafenkrankenhaus bbox=[198, 919, 457, 948]
directory-entry: Kogel, H. A., Laboratoriumsgehilfe, Possmoorweg 37, IV. bbox=[1136, 1217, 1352, 1246]
directory-entry: Schall, H. O. H., Dr. bbox=[1136, 1410, 1256, 1425]
section-heading: Verwaltungsphysikus. bbox=[274, 839, 422, 855]
section-heading: a) Ärztliche Beaufsichtigung der Häfen. bbox=[1153, 1359, 1419, 1392]
directory-entry: Krüger, Alb., Dr. phil., Nagelsweg 9 bbox=[822, 334, 1039, 349]
directory-entry: Buttenberg, W. Paul, Dr. phil., wissenschaftlicher Assistent, b. Andreasbrunnen 1, II. bbox=[510, 1652, 809, 1681]
section-heading: Schulärzte. bbox=[309, 1321, 387, 1337]
directory-entry: Meyer, B. O. M., Lehmweg 36 bbox=[510, 397, 691, 412]
directory-entry: Steinmetz, Richard, Dr. med. bbox=[822, 1265, 999, 1280]
directory-entry: Schmitz-Peiffer, H. W. H., Dr. Sierichstr. 48 bbox=[198, 1644, 459, 1659]
